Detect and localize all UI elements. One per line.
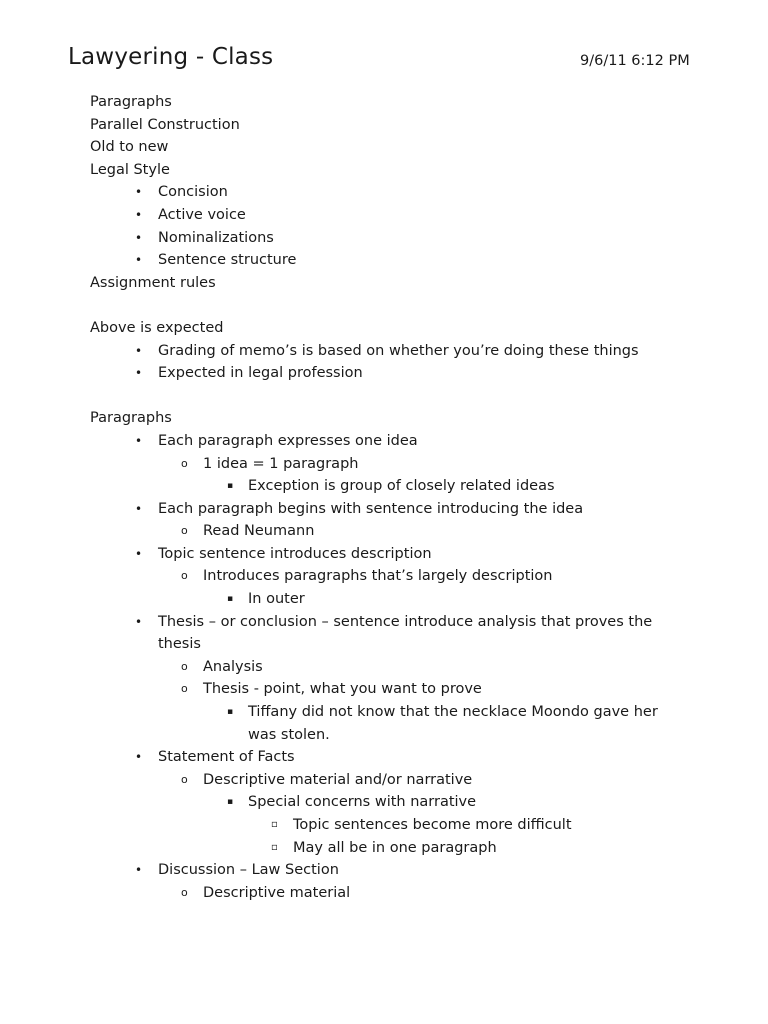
outline-item — [0, 791, 768, 814]
outline-item — [0, 227, 768, 250]
outline-item-text: Each paragraph expresses one idea — [158, 432, 418, 449]
outline-item-text: Topic sentences become more difficult — [293, 817, 572, 833]
outline-item — [0, 724, 768, 747]
outline-item — [0, 272, 768, 295]
bullet-marker: • — [135, 253, 143, 268]
bullet-marker: • — [135, 546, 143, 561]
outline-item — [0, 249, 768, 272]
blank-line — [0, 294, 768, 317]
outline-item-text: May all be in one paragraph — [293, 839, 497, 856]
outline-item — [0, 340, 768, 363]
outline-item-text: Read Neumann — [203, 523, 315, 540]
outline-item — [0, 814, 768, 837]
outline-item-text: Discussion – Law Section — [158, 862, 339, 879]
circle-marker: o — [181, 682, 188, 696]
square-marker: ▪ — [227, 797, 234, 808]
bullet-marker: • — [135, 614, 143, 629]
hollow-square-marker: ▫ — [271, 819, 278, 830]
outline-item — [0, 837, 768, 860]
outline-item — [0, 656, 768, 679]
outline-item — [0, 520, 768, 543]
outline-item — [0, 453, 768, 476]
circle-marker: o — [181, 569, 188, 583]
outline-item-text: Each paragraph begins with sentence introducing the idea — [158, 500, 584, 517]
outline-item — [0, 565, 768, 588]
circle-marker: o — [181, 772, 188, 786]
bullet-marker: • — [135, 433, 143, 448]
bullet-marker: • — [135, 366, 143, 381]
outline-item-text: Tiffany did not know that the necklace Moondo gave her — [248, 704, 658, 721]
outline-item — [0, 746, 768, 769]
outline-item — [0, 588, 768, 611]
note-datetime: 9/6/11 6:12 PM — [580, 53, 690, 69]
outline-item-text: Exception is group of closely related ideas — [248, 478, 555, 495]
outline-item-text: Topic sentence introduces description — [158, 545, 432, 562]
outline-item-text: thesis — [158, 636, 201, 653]
outline-item-text: Grading of memo’s is based on whether you’re doing these things — [158, 342, 639, 359]
outline-item-text: Expected in legal profession — [158, 365, 363, 382]
bullet-marker: • — [135, 750, 143, 765]
notes-outline — [0, 91, 768, 904]
outline-item-text: Special concerns with narrative — [248, 794, 477, 811]
outline-item — [0, 362, 768, 385]
outline-item — [0, 407, 768, 430]
outline-item-text: Parallel Construction — [90, 116, 240, 133]
bullet-marker: • — [135, 863, 143, 878]
outline-item — [0, 859, 768, 882]
outline-item — [0, 882, 768, 905]
outline-item-text: 1 idea = 1 paragraph — [203, 455, 359, 472]
outline-item — [0, 701, 768, 724]
outline-item-text: Concision — [158, 184, 228, 201]
outline-item-text: Paragraphs — [90, 94, 172, 110]
outline-item-text: Active voice — [158, 206, 246, 223]
outline-item-text: Old to new — [90, 139, 169, 156]
hollow-square-marker: ▫ — [271, 841, 278, 853]
outline-item — [0, 136, 768, 159]
circle-marker: o — [181, 659, 188, 673]
outline-item-text: Statement of Facts — [158, 749, 295, 766]
outline-item — [0, 633, 768, 656]
outline-item-text: Analysis — [203, 658, 263, 675]
outline-item-text: Sentence structure — [158, 252, 297, 269]
outline-item-text: Descriptive material and/or narrative — [203, 771, 473, 788]
outline-item-text: was stolen. — [248, 726, 330, 743]
outline-item — [0, 114, 768, 137]
outline-item — [0, 317, 768, 340]
blank-line — [0, 385, 768, 408]
outline-item — [0, 678, 768, 701]
outline-item — [0, 611, 768, 634]
circle-marker: o — [181, 524, 188, 538]
bullet-marker: • — [135, 207, 143, 222]
circle-marker: o — [181, 885, 188, 899]
outline-item — [0, 430, 768, 453]
square-marker: ▪ — [227, 594, 234, 605]
outline-item-text: Descriptive material — [203, 884, 351, 901]
bullet-marker: • — [135, 185, 143, 200]
bullet-marker: • — [135, 343, 143, 358]
outline-item-text: In outer — [248, 591, 305, 608]
circle-marker: o — [181, 456, 188, 470]
outline-item-text: Assignment rules — [90, 274, 216, 291]
outline-item-text: Legal Style — [90, 161, 170, 178]
square-marker: ▪ — [227, 707, 234, 718]
outline-item — [0, 475, 768, 498]
outline-item — [0, 769, 768, 792]
outline-item-text: Above is expected — [90, 319, 224, 336]
outline-item — [0, 204, 768, 227]
outline-item-text: Thesis – or conclusion – sentence introduce analysis that proves the — [158, 613, 653, 630]
bullet-marker: • — [135, 230, 143, 245]
outline-item — [0, 498, 768, 521]
outline-item — [0, 159, 768, 182]
outline-item-text: Nominalizations — [158, 229, 274, 246]
outline-item — [0, 181, 768, 204]
outline-item-text: Introduces paragraphs that’s largely description — [203, 568, 553, 585]
outline-item — [0, 543, 768, 566]
outline-item — [0, 91, 768, 114]
outline-item-text: Paragraphs — [90, 410, 172, 427]
page-title: Lawyering - Class — [68, 44, 274, 70]
outline-item-text: Thesis - point, what you want to prove — [203, 681, 482, 698]
bullet-marker: • — [135, 501, 143, 516]
square-marker: ▪ — [227, 481, 234, 492]
